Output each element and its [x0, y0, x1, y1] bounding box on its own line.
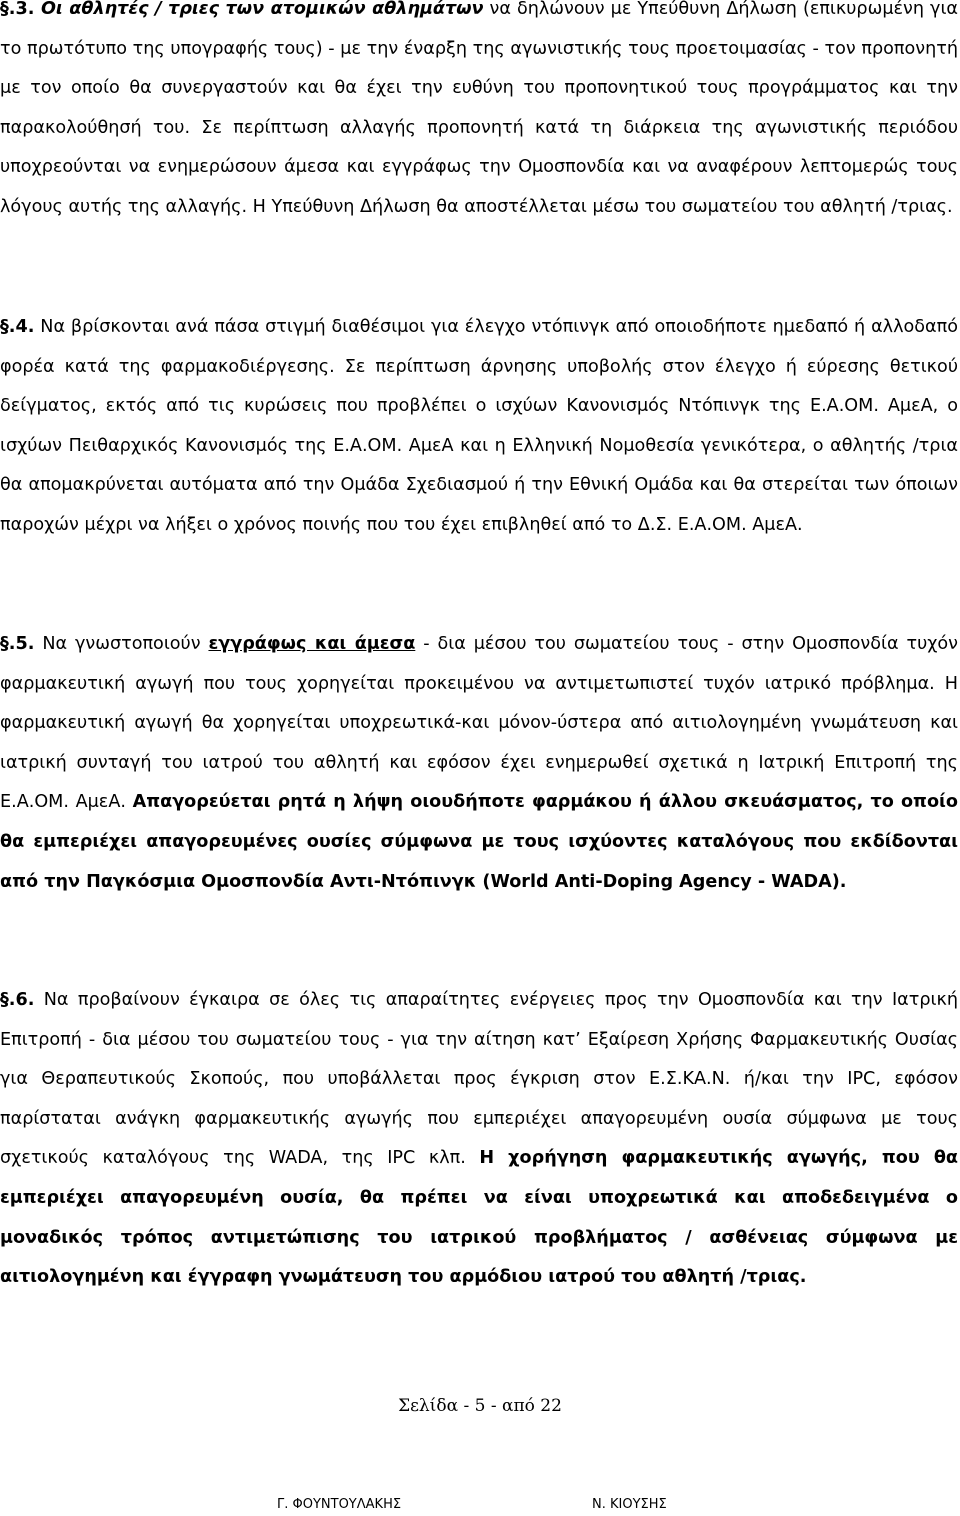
- section-3-paragraph: [0, 0, 958, 228]
- section-text: Να γνωστοποιούν: [34, 634, 209, 654]
- section-text: να δηλώνουν με Υπεύθυνη Δήλωση (επικυρωμένη για το πρωτότυπο της υπογραφής τους) - με την έναρξη της αγωνιστικής τους προετοιμασίας - τον προπονητή με τον οποίο θα συνεργαστούν και θα έχει την ευθύνη του προπονητικού τους προγράμματος και την παρακολούθησή του. Σε περίπτωση αλλαγής προπονητή κατά τη διάρκεια της αγωνιστικής περιόδου υποχρεούνται να ενημερώσουν άμεσα και εγγράφως την Ομοσπονδία και να αναφέρουν λεπτομερώς τους λόγους αυτής της αλλαγής. Η Υπεύθυνη Δήλωση θα αποστέλλεται μέσω του σωματείου του αθλητή /τριας.: [0, 0, 958, 217]
- page-number-footer: Σελίδα - 5 - από 22: [398, 1396, 562, 1416]
- section-4-paragraph: [0, 308, 958, 546]
- section-text: Να βρίσκονται ανά πάσα στιγμή διαθέσιμοι για έλεγχο ντόπινγκ από οποιοδήποτε ημεδαπό ή αλλοδαπό φορέα κατά της φαρμακοδιέργεσης. Σε περίπτωση άρνησης υποβολής στον έλεγχο ή εύρεσης θετικού δείγματος, εκτός από τις κυρώσεις που προβλέπει ο ισχύων Κανονισμός Ντόπινγκ της Ε.Α.ΟΜ. ΑμεΑ, ο ισχύων Πειθαρχικός Κανονισμός της Ε.Α.ΟΜ. ΑμεΑ και η Ελληνική Νομοθεσία γενικότερα, ο αθλητής /τρια θα απομακρύνεται αυτόματα από την Ομάδα Σχεδιασμού ή την Εθνική Ομάδα και θα στερείται των όποιων παροχών μέχρι να λήξει ο χρόνος ποινής που του έχει επιβληθεί από το Δ.Σ. Ε.Α.ΟΜ. ΑμεΑ.: [0, 317, 958, 535]
- section-text-bold: Η χορήγηση φαρμακευτικής αγωγής, που θα εμπεριέχει απαγορευμένη ουσία, θα πρέπει να είναι υποχρεωτικά και αποδεδειγμένα ο μοναδικός τρόπος αντιμετώπισης του ιατρικού προβλήματος / ασθένειας σύμφωνα με αιτιολογημένη και έγγραφη γνωμάτευση του αρμόδιου ιατρού του αθλητή /τριας.: [0, 1148, 958, 1288]
- section-number: §.5.: [0, 634, 35, 654]
- signature-left: Γ. ΦΟΥΝΤΟΥΛΑΚΗΣ: [277, 1497, 402, 1512]
- section-number: §.3.: [0, 0, 35, 19]
- section-text-bold: Απαγορεύεται ρητά η λήψη οιουδήποτε φαρμάκου ή άλλου σκευάσματος, το οποίο θα εμπεριέχει απαγορευμένες ουσίες σύμφωνα με τους ισχύοντες καταλόγους που εκδίδονται από την Παγκόσμια Ομοσπονδία Αντι-Ντόπινγκ (World Anti-Doping Agency - WADA).: [0, 792, 958, 892]
- section-5-paragraph: [0, 625, 958, 902]
- signature-right: Ν. ΚΙΟΥΣΗΣ: [592, 1497, 667, 1512]
- section-number: §.4.: [0, 317, 35, 337]
- section-text-bold-underline: εγγράφως και άμεσα: [208, 634, 416, 654]
- section-text-bold-italic: Οι αθλητές / τριες των ατομικών αθλημάτων: [34, 0, 484, 19]
- section-number: §.6.: [0, 990, 35, 1010]
- section-text: - δια μέσου του σωματείου τους - στην Ομοσπονδία τυχόν φαρμακευτική αγωγή που τους χορηγείται προκειμένου να αντιμετωπιστεί τυχόν ιατρικό πρόβλημα. Η φαρμακευτική αγωγή θα χορηγείται υποχρεωτικά-και μόνον-ύστερα από αιτιολογημένη γνωμάτευση και ιατρική συνταγή του ιατρού του αθλητή και εφόσον έχει ενημερωθεί σχετικά η Ιατρική Επιτροπή της Ε.Α.ΟΜ. ΑμεΑ.: [0, 634, 958, 813]
- section-text: Να προβαίνουν έγκαιρα σε όλες τις απαραίτητες ενέργειες προς την Ομοσπονδία και την Ιατρική Επιτροπή - δια μέσου του σωματείου τους - για την αίτηση κατ’ Εξαίρεση Χρήσης Φαρμακευτικής Ουσίας για Θεραπευτικούς Σκοπούς, που υποβάλλεται προς έγκριση στον Ε.Σ.ΚΑ.Ν. ή/και την IPC, εφόσον παρίσταται ανάγκη φαρμακευτικής αγωγής που εμπεριέχει απαγορευμένη ουσία σύμφωνα με τους σχετικούς καταλόγους της WADA, της IPC κλπ.: [0, 990, 958, 1169]
- section-6-paragraph: [0, 981, 958, 1298]
